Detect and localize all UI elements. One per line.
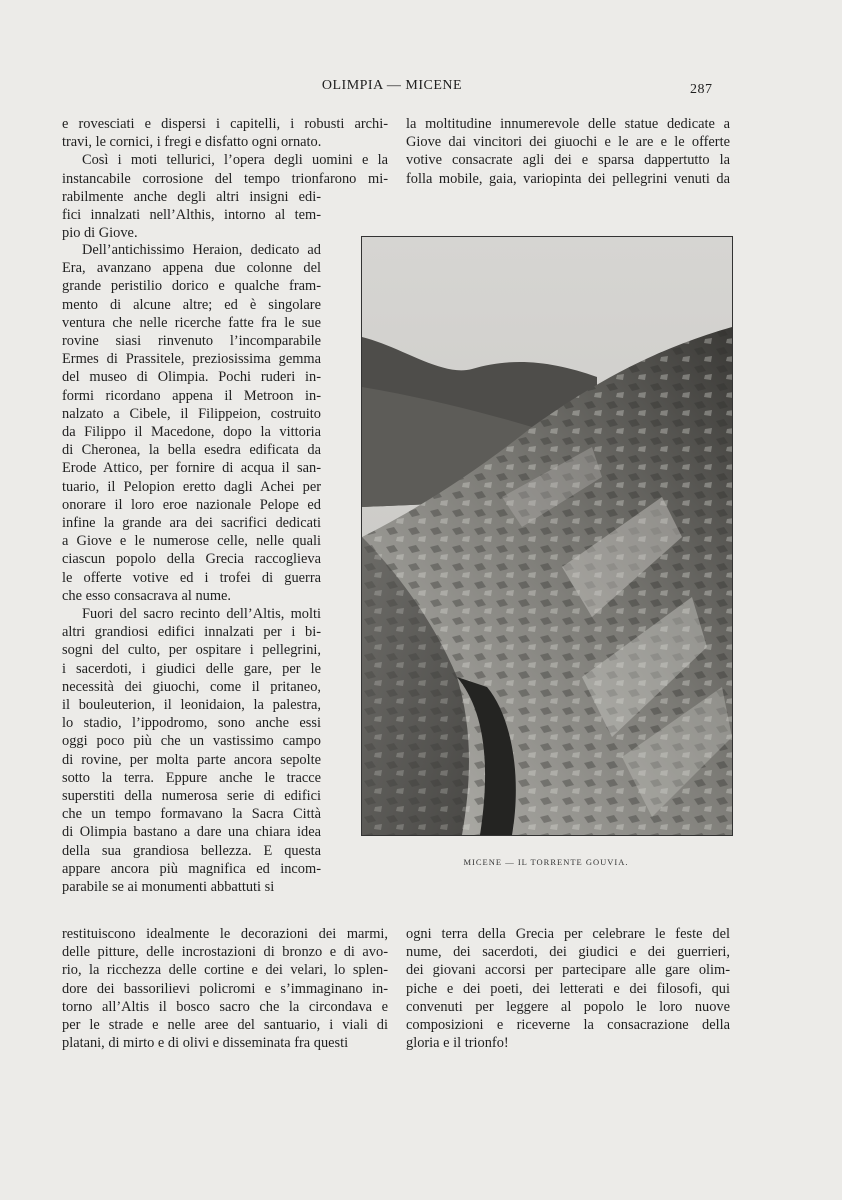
ravine-photo-image [362,237,732,835]
text-line: rovine siasi rinvenuto l’incomparabile [62,333,321,349]
text-line: le offerte votive ed i trofei di guerra [62,569,321,586]
text-line: che un tempo formavano la Sacra Città [62,806,321,823]
text-line: di Cheronea, la bella esedra edificata da [62,442,321,459]
text-line: del museo di Olimpia. Pochi ruderi in- [62,369,321,386]
text-line: delle pitture, delle incrostazioni di bronzo e di avo- [62,944,388,961]
text-line: piche e dei poeti, dei letterati e dei filosofi, qui [406,980,730,997]
text-line: Giove dai vincitori dei giuochi e le are e le offerte [406,134,730,151]
text-line: tuario, il Pelopion eretto dagli Achei per [62,478,321,495]
text-line: a Giove e le numerose celle, nelle quali [62,533,321,550]
text-line: Fuori del sacro recinto dell’Altis, molti [82,606,321,622]
text-line: lo stadio, l’ippodromo, sono anche essi [62,715,321,732]
text-line: Dell’antichissimo Heraion, dedicato ad [82,242,321,258]
text-line: da Filippo il Macedone, dopo la vittoria [62,424,321,440]
text-line: votive consacrate agli dei e sparsa dappertutto la [406,152,730,169]
text-line: torno all’Altis il bosco sacro che la circondava e [62,998,388,1015]
text-line: nalzato a Cibele, il Filippeion, costruito [62,405,321,422]
text-line: restituiscono idealmente le decorazioni dei marmi, [62,926,388,942]
text-line: parabile se ai monumenti abbattuti si [62,879,275,895]
text-line: Così i moti tellurici, l’opera degli uomini e la [82,152,388,169]
text-line: superstiti della numerosa serie di edifici [62,788,321,804]
text-line: ogni terra della Grecia per celebrare le feste del [406,926,730,942]
text-line: Era, avanzano appena due colonne del [62,260,321,277]
text-line: pio di Giove. [62,225,138,242]
text-line: necessità dei giuochi, come il pritaneo, [62,678,321,695]
text-line: nume, dei sacerdoti, dei giudici e dei guerrieri, [406,944,730,961]
text-line: per le strade e nelle aree del santuario, i viali di [62,1017,388,1033]
text-line: composizioni e riceverne la consacrazione della [406,1017,730,1033]
text-line: della sua grandiosa bellezza. E questa [62,842,321,859]
text-line: di Olimpia bastano a dare una chiara idea [62,824,321,841]
text-line: fici innalzati nell’Althis, intorno al tem- [62,207,321,223]
text-line: folla mobile, gaia, variopinta dei pellegrini venuti da [406,170,730,187]
text-line: grande peristilio dorico e qualche fram- [62,278,321,295]
text-line: di rovine, per molta parte ancora sepolte [62,751,321,768]
text-line: infine la grande ara dei sacrifici dedicati [62,515,321,531]
text-line: onorare il loro eroe nazionale Pelope ed [62,496,321,513]
text-line: Ermes di Prassitele, preziosissima gemma [62,351,321,368]
text-line: instancabile corrosione del tempo trionfarono mi- [62,170,388,187]
figure-caption: MICENE — IL TORRENTE GOUVIA. [463,857,629,867]
text-line: formi ricordano appena il Metroon in- [62,387,321,404]
text-line: sotto la terra. Eppure anche le tracce [62,769,321,786]
text-line: dei giovani accorsi per partecipare alle gare olim- [406,962,730,979]
text-line: la moltitudine innumerevole delle statue dedicate a [406,116,730,132]
text-line: travi, le cornici, i fregi e disfatto ogni ornato. [62,134,322,151]
landscape-photograph [361,236,733,836]
text-line: gloria e il trionfo! [406,1035,509,1052]
text-line: il bouleuterion, il leonidaion, la palestra, [62,697,321,713]
text-line: mento di alcune altre; ed è singolare [62,296,321,313]
text-line: rio, la ricchezza delle cortine e dei velari, lo splen- [62,962,388,979]
text-line: dore dei bassorilievi policromi e s’immaginano in- [62,980,388,997]
running-title: OLIMPIA — MICENE [321,78,463,93]
text-line: convenuti per leggere al popolo le loro nuove [406,998,730,1015]
text-line: ciascun popolo della Grecia raccoglieva [62,551,321,568]
text-line: che esso consacrava al nume. [62,587,232,604]
text-line: platani, di mirto e di olivi e disseminata fra questi [62,1035,349,1052]
text-line: rabilmente anche degli altri insigni edi- [62,188,321,205]
text-line: sogni del culto, per ospitare i pellegrini, [62,642,321,659]
text-line: ventura che nelle ricerche fatte fra le sue [62,314,321,331]
text-line: appare ancora più magnifica ed incom- [62,860,321,877]
text-line: i sacerdoti, i giudici delle gare, per le [62,660,321,677]
text-line: altri grandiosi edifici innalzati per i bi- [62,624,321,641]
page-number: 287 [690,82,713,97]
text-line: oggi poco più che un vastissimo campo [62,733,321,750]
text-line: e rovesciati e dispersi i capitelli, i robusti archi- [62,116,388,132]
text-line: Erode Attico, per fornire di acqua il san- [62,460,321,477]
